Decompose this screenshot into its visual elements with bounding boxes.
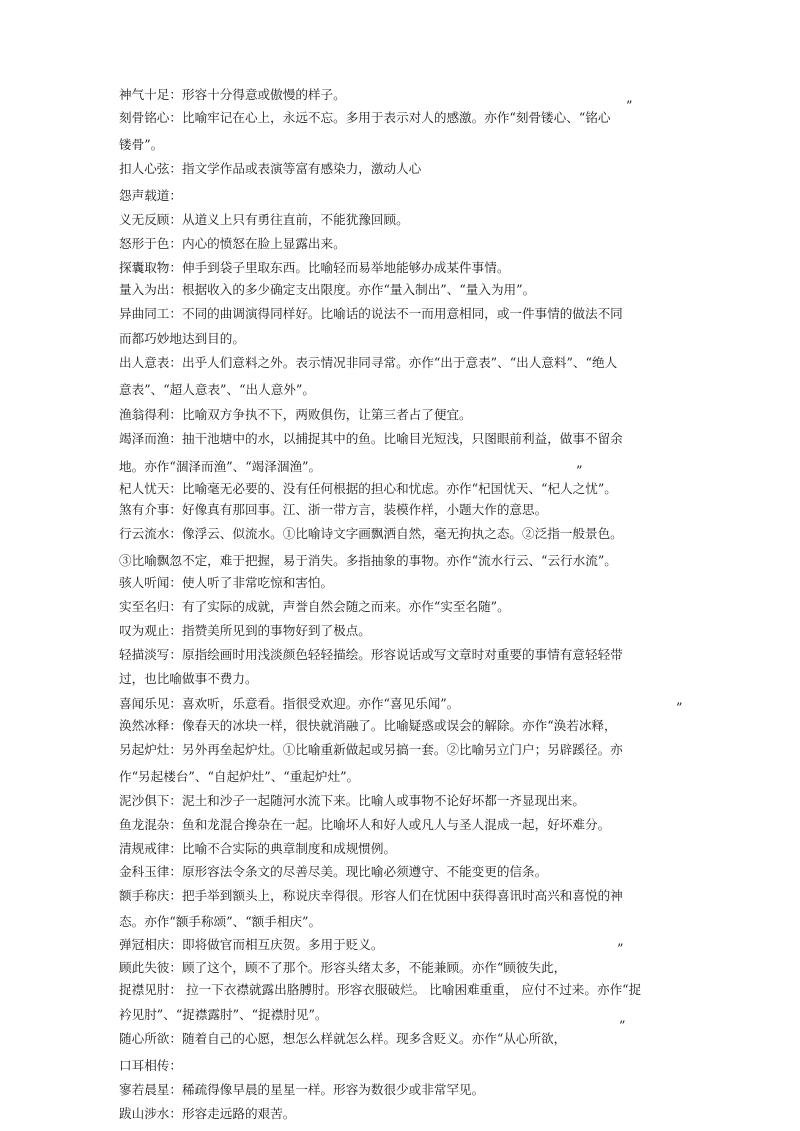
text-line: 金科玉律：原形容法令条文的尽善尽美。现比喻必须遵守、不能变更的信条。 bbox=[119, 864, 548, 879]
text-line: ③比喻飘忽不定，难于把握，易于消失。多指抽象的事物。亦作“流水行云、“云行水流”。 bbox=[119, 553, 617, 568]
text-line: 而都巧妙地达到目的。 bbox=[119, 331, 245, 346]
text-line: 煞有介事：好像真有那回事。江、浙一带方言，装模作样，小题大作的意思。 bbox=[119, 502, 548, 517]
text-line: 跋山涉水：形容走远路的艰苦。 bbox=[119, 1106, 296, 1121]
text-line: 叹为观止：指赞美所见到的事物好到了极点。 bbox=[119, 623, 371, 638]
text-line: 刻骨铭心：比喻牢记在心上，永远不忘。多用于表示对人的感激。亦作“刻骨镂心、“铭心 bbox=[119, 110, 611, 125]
text-line: 行云流水：像浮云、似流水。①比喻诗文字画飘洒自然，毫无拘执之态。②泛指一般景色。 bbox=[119, 526, 623, 541]
text-line: 镂骨”。 bbox=[119, 137, 164, 152]
text-line: 出人意表：出乎人们意料之外。表示情况非同寻常。亦作“出于意表”、“出人意料”、“绝人 bbox=[119, 355, 618, 370]
text-line: 竭泽而渔：抽干池塘中的水，以捕捉其中的鱼。比喻目光短浅，只图眼前利益，做事不留余 bbox=[119, 431, 623, 446]
text-line: 随心所欲：随着自己的心愿，想怎么样就怎么样。现多含贬义。亦作“从心所欲， bbox=[119, 1031, 567, 1046]
text-line: 涣然冰释：像春天的冰块一样，很快就消融了。比喻疑惑或误会的解除。亦作“涣若冰释， bbox=[119, 718, 617, 733]
text-line: 义无反顾：从道义上只有勇往直前，不能犹豫回顾。 bbox=[119, 212, 409, 227]
stray-quote-mark: ” bbox=[619, 1018, 626, 1033]
text-line: 作“另起楼台”、“自起炉灶”、“重起炉灶”。 bbox=[119, 769, 360, 784]
text-line: 实至名归：有了实际的成就，声誉自然会随之而来。亦作“实至名随”。 bbox=[119, 599, 510, 614]
text-line: 扣人心弦：指文学作品或表演等富有感染力，激动人心 bbox=[119, 161, 422, 176]
text-line: 顾此失彼：顾了这个，顾不了那个。形容头绪太多，不能兼顾。亦作“顾彼失此， bbox=[119, 960, 567, 975]
text-line: 衿见肘”、“捉襟露肘”、“捉襟肘见”。 bbox=[119, 1007, 328, 1022]
text-line: 寥若晨星：稀疏得像早晨的星星一样。形容为数很少或非常罕见。 bbox=[119, 1082, 485, 1097]
text-line: 喜闻乐见：喜欢听，乐意看。指很受欢迎。亦作“喜见乐闻”。 bbox=[119, 696, 460, 711]
text-line: 轻描淡写：原指绘画时用浅淡颜色轻轻描绘。形容说话或写文章时对重要的事情有意轻轻带 bbox=[119, 647, 623, 662]
text-line: 探囊取物：伸手到袋子里取东西。比喻轻而易举地能够办成某件事情。 bbox=[119, 260, 510, 275]
text-line: 捉襟见肘： 拉一下衣襟就露出胳膊肘。形容衣服破烂。 比喻困难重重， 应付不过来。亦作“捉 bbox=[119, 982, 642, 997]
text-line: 额手称庆：把手举到额头上，称说庆幸得很。形容人们在忧困中获得喜讯时高兴和喜悦的神 bbox=[119, 888, 623, 903]
text-line: 怨声载道： bbox=[119, 188, 182, 203]
text-line: 口耳相传： bbox=[119, 1058, 182, 1073]
text-line: 渔翁得利：比喻双方争执不下，两败俱伤，让第三者占了便宜。 bbox=[119, 407, 472, 422]
text-line: 泥沙俱下：泥土和沙子一起随河水流下来。比喻人或事物不论好坏都一齐显现出来。 bbox=[119, 793, 585, 808]
stray-quote-mark: ” bbox=[617, 941, 624, 956]
text-line: 清规戒律：比喻不合实际的典章制度和成规惯例。 bbox=[119, 841, 397, 856]
text-line: 另起炉灶：另外再垒起炉灶。①比喻重新做起或另搞一套。②比喻另立门户；另辟蹊径。亦 bbox=[119, 742, 623, 757]
stray-quote-mark: ” bbox=[626, 98, 633, 113]
text-line: 过，也比喻做事不费力。 bbox=[119, 671, 258, 686]
stray-quote-mark: ” bbox=[676, 700, 683, 715]
text-line: 意表”、“超人意表”、“出人意外”。 bbox=[119, 382, 315, 397]
text-line: 骇人听闻：使人听了非常吃惊和害怕。 bbox=[119, 575, 334, 590]
text-line: 杞人忧天：比喻毫无必要的、没有任何根据的担心和忧虑。亦作“杞国忧天、“杞人之忧”。 bbox=[119, 481, 617, 496]
text-line: 地。亦作“涸泽而渔”、“竭泽涸渔”。 bbox=[119, 459, 322, 474]
text-line: 弹冠相庆：即将做官而相互庆贺。多用于贬义。 bbox=[119, 937, 384, 952]
text-line: 怒形于色：内心的愤怒在脸上显露出来。 bbox=[119, 236, 346, 251]
stray-quote-mark: ” bbox=[576, 463, 583, 478]
text-line: 鱼龙混杂：鱼和龙混合搀杂在一起。比喻坏人和好人或凡人与圣人混成一起，好坏难分。 bbox=[119, 817, 611, 832]
text-line: 态。亦作“额手称颂”、“额手相庆”。 bbox=[119, 914, 322, 929]
text-line: 异曲同工：不同的曲调演得同样好。比喻话的说法不一而用意相同，或一件事情的做法不同 bbox=[119, 306, 623, 321]
text-line: 神气十足：形容十分得意或傲慢的样子。 bbox=[119, 87, 346, 102]
text-line: 量入为出：根据收入的多少确定支出限度。亦作“量入制出”、“量入为用”。 bbox=[119, 282, 536, 297]
